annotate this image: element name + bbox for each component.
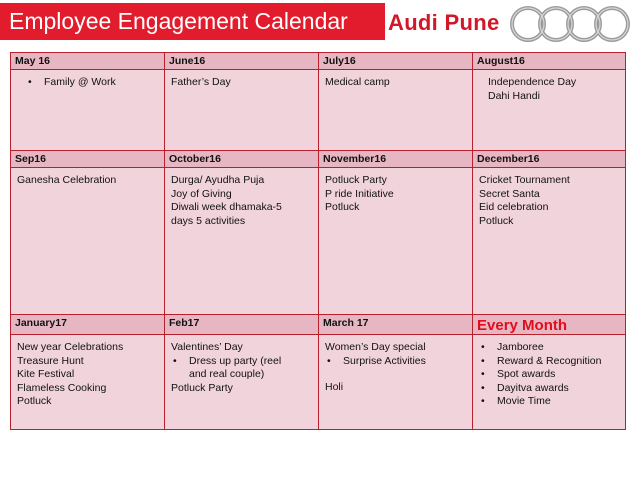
month-header-row — [11, 151, 626, 168]
event-item: • Dress up party (reel — [173, 354, 282, 367]
event-item: • Movie Time — [481, 395, 551, 407]
event-item: • Dayitva awards — [481, 381, 569, 394]
event-item: • Jamboree — [481, 341, 544, 353]
event-item: Eid celebration — [479, 201, 549, 213]
month-header: June16 — [165, 53, 319, 70]
event-item: New year Celebrations — [17, 341, 124, 353]
bullet: • — [481, 395, 485, 407]
event-item: Kite Festival — [17, 368, 75, 380]
event-item: Ganesha Celebration — [17, 174, 117, 186]
event-item: Father’s Day — [171, 76, 231, 88]
event-item: Potluck Party — [325, 174, 387, 186]
event-item: Potluck Party — [171, 381, 233, 394]
events-cell — [319, 168, 473, 315]
page-title: Employee Engagement Calendar — [0, 3, 385, 40]
bullet: • — [481, 341, 485, 353]
bullet: • — [28, 76, 32, 88]
events-cell — [11, 168, 165, 315]
month-header: October16 — [165, 151, 319, 168]
month-header: November16 — [319, 151, 473, 168]
event-item: Potluck — [325, 201, 360, 213]
bullet: • — [327, 354, 331, 367]
event-item: Cricket Tournament — [479, 174, 570, 186]
event-item: Valentines’ Day — [171, 341, 243, 353]
event-item: Potluck — [479, 214, 514, 227]
events-row — [11, 168, 626, 315]
event-item: Holi — [325, 381, 344, 393]
event-item: • Spot awards — [481, 368, 556, 380]
event-item: Independence Day — [488, 76, 577, 88]
events-cell — [319, 70, 473, 151]
event-item: days 5 activities — [171, 214, 246, 227]
audi-rings-logo-icon — [508, 4, 633, 44]
engagement-calendar-table — [10, 52, 626, 430]
brand-text: Audi Pune — [388, 10, 500, 35]
event-item: Diwali week dhamaka-5 — [171, 201, 282, 213]
event-item: Secret Santa — [479, 187, 540, 200]
events-cell — [473, 335, 626, 430]
events-cell — [473, 70, 626, 151]
event-item: • Reward & Recognition — [481, 354, 602, 367]
events-cell — [165, 168, 319, 315]
event-item: Dahi Handi — [488, 89, 540, 102]
event-item: P ride Initiative — [325, 187, 394, 200]
month-header: January17 — [11, 315, 165, 335]
month-header: Feb17 — [165, 315, 319, 335]
events-row — [11, 335, 626, 430]
bullet: • — [481, 368, 485, 380]
month-header: July16 — [319, 53, 473, 70]
event-item: Medical camp — [325, 76, 390, 88]
event-item: Joy of Giving — [171, 187, 232, 200]
events-cell — [319, 335, 473, 430]
event-item: Durga/ Ayudha Puja — [171, 174, 265, 186]
events-cell — [165, 335, 319, 430]
every-month-header: Every Month — [473, 315, 626, 335]
events-cell — [165, 70, 319, 151]
events-cell — [11, 335, 165, 430]
month-header: March 17 — [319, 315, 473, 335]
bullet: • — [173, 354, 177, 367]
bullet: • — [481, 354, 485, 367]
event-item: Flameless Cooking — [17, 381, 107, 394]
events-cell — [473, 168, 626, 315]
event-item: • Family @ Work — [28, 76, 116, 88]
month-header-row — [11, 315, 626, 335]
month-header-row — [11, 53, 626, 70]
month-header: Sep16 — [11, 151, 165, 168]
event-item-continued: and real couple) — [189, 368, 265, 380]
event-item: Potluck — [17, 395, 52, 407]
brand-name — [388, 10, 499, 36]
month-header: December16 — [473, 151, 626, 168]
event-item: Treasure Hunt — [17, 354, 84, 367]
event-item: Women’s Day special — [325, 341, 426, 353]
month-header: May 16 — [11, 53, 165, 70]
bullet: • — [481, 381, 485, 394]
month-header: August16 — [473, 53, 626, 70]
events-cell — [11, 70, 165, 151]
event-item: • Surprise Activities — [327, 354, 426, 367]
events-row — [11, 70, 626, 151]
